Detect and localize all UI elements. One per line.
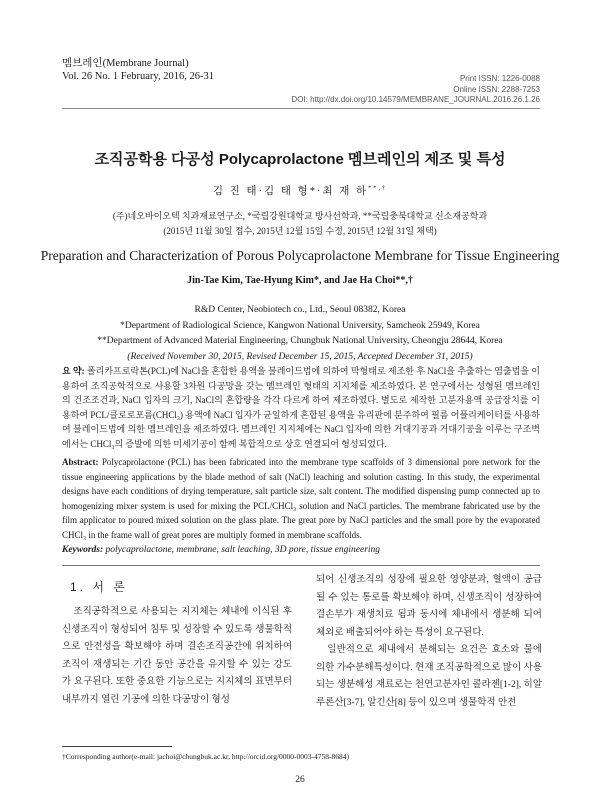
- print-issn: Print ISSN: 1226-0088: [459, 74, 540, 83]
- issn-block: [291, 74, 540, 106]
- doi-link[interactable]: DOI: http://dx.doi.org/10.14579/MEMBRANE_JOURNAL.2016.26.1.26: [291, 95, 540, 104]
- body-column-left: [62, 604, 292, 709]
- keywords-label: Keywords:: [62, 545, 104, 555]
- body-paragraph: 조직공학적으로 사용되는 지지체는 체내에 이식된 후 신생조직이 형성되어 침투 및 성장할 수 있도록 생물학적으로 안전성을 확보해야 하며 결손조직공간에 위치하여 조직이 재생되는 기간 동안 공간을 유지할 수 있는 강도가 요구된다. 또한 중요한 기능으로는 지지체의 표면부터 내부까지 열린 기공에 의한 다공망이 형성: [62, 607, 292, 705]
- korean-authors-names: 김 진 태·김 태 형*·최 재 하: [212, 186, 369, 197]
- footnote-divider: [62, 746, 172, 747]
- english-dates-line: (Received November 30, 2015, Revised December 15, 2015, Accepted December 31, 2015): [127, 351, 473, 362]
- keywords-text: polycaprolactone, membrane, salt leaching, 3D pore, tissue engineering: [105, 545, 381, 555]
- corresponding-author-footnote: †Corresponding author(e-mail: jachoi@chungbuk.ac.kr, http://orcid.org/0000-0003-4758-8684): [62, 752, 350, 761]
- english-abstract-label: Abstract:: [62, 457, 99, 467]
- english-abstract: [62, 455, 540, 542]
- body-paragraph: 일반적으로 체내에서 분해되는 요건은 효소와 물에 의한 가수분해특성이다. 현재 조직공학적으로 많이 사용되는 생분해성 재료로는 천연고분자인 콜라젠[1-2], 히알루론산[3-7], 알긴산[8] 등이 있으며 생물학적 안전: [316, 645, 542, 708]
- korean-authors: [0, 183, 600, 198]
- korean-authors-marks: **,†: [368, 184, 388, 192]
- keywords: [62, 545, 540, 555]
- page-number: 26: [295, 775, 305, 785]
- affiliation-line-3: **Department of Advanced Material Engineering, Chungbuk National University, Cheongju 28644, Korea: [97, 336, 503, 346]
- header-divider: [62, 108, 540, 109]
- korean-abstract-label: 요 약:: [62, 366, 85, 376]
- korean-title: 조직공학용 다공성 Polycaprolactone 멤브레인의 제조 및 특성: [94, 151, 506, 168]
- english-authors: Jin-Tae Kim, Tae-Hyung Kim*, and Jae Ha Choi**,†: [187, 275, 413, 286]
- english-title: Preparation and Characterization of Porous Polycaprolactone Membrane for Tissue Engineering: [40, 248, 560, 263]
- korean-abstract-text: 폴리카프로락톤(PCL)에 NaCl을 혼합한 용액을 블레이드법에 의하여 막형태로 제조한 후 NaCl을 추출하는 염출법을 이용하여 조직공학적으로 사용할 3차원 다공망을 갖는 멤브레인 형태의 지지체를 제조하였다. 본 연구에서는 성형된 멤브레인의 건조조건과, NaCl 입자의 크기, NaCl의 혼합량을 각각 다르게 하여 제조하였다. 별도로 제작한 고분자용액 공급장치를 이용하여 PCL/클로로포름(CHCl₃) 용액에 NaCl 입자가 균일하게 혼합된 용액을 유리판에 분주하여 필름 어플리케이터를 사용하여 블레이드법에 의한 멤브레인을 제조하였다. 멤브레인 지지체에는 NaCl 입자에 의한 거대기공과 거대기공을 이루는 구조벽에서는 CHCl₃의 증발에 의한 미세기공이 함께 복합적으로 상호 연결되어 형성되었다.: [62, 366, 541, 449]
- journal-name: 멤브레인(Membrane Journal): [62, 58, 189, 69]
- korean-affiliation-line: (주)네오바이오텍 치과재료연구소, *국립강원대학교 방사선학과, **국립충북대학교 신소재공학과: [112, 211, 488, 221]
- body-paragraph: 되어 신생조직의 성장에 필요한 영양분과, 혈액이 공급될 수 있는 통로를 확보해야 하며, 신생조직이 성장하여 결손부가 재생치료 됨과 동시에 체내에서 생분해 되어 체외로 배출되어야 하는 특성이 요구된다.: [316, 575, 542, 638]
- keywords-divider: [62, 565, 540, 566]
- korean-abstract: [62, 364, 540, 451]
- korean-dates-line: (2015년 11월 30일 접수, 2015년 12월 15일 수정, 2015년 12월 31일 채택): [163, 226, 437, 236]
- affiliation-line-1: R&D Center, Neobiotech co., Ltd., Seoul 08382, Korea: [194, 305, 406, 315]
- english-affiliations: [40, 303, 560, 365]
- online-issn: Online ISSN: 2288-7253: [453, 84, 540, 94]
- body-column-right: [316, 572, 542, 712]
- english-abstract-text: Polycaprolactone (PCL) has been fabricated into the membrane type scaffolds of 3 dimensional pore network for the tissue engineering applications by the blade method of salt (NaCl) leaching and solution casting. In this study, the experimental designs have each conditions of drying temperature, salt particle size, salt content. The modified dispensing pump connected up to homogenizing mixer system is used for mixing the PCL/CHCl₃ solution and NaCl particles. The membrane fabricated use by the film applicator to poured mixed solution on the glass plate. The great pore by NaCl particles and the small pore by the evaporated CHCl₃ in the frame wall of great pores are multiply formed in membrane scaffolds.: [62, 457, 541, 540]
- section-heading: 1. 서 론: [70, 580, 128, 594]
- journal-volume-line: Vol. 26 No. 1 February, 2016, 26-31: [62, 71, 214, 82]
- korean-affiliations: [0, 209, 600, 239]
- affiliation-line-2: *Department of Radiological Science, Kangwon National University, Samcheok 25949, Korea: [120, 320, 480, 331]
